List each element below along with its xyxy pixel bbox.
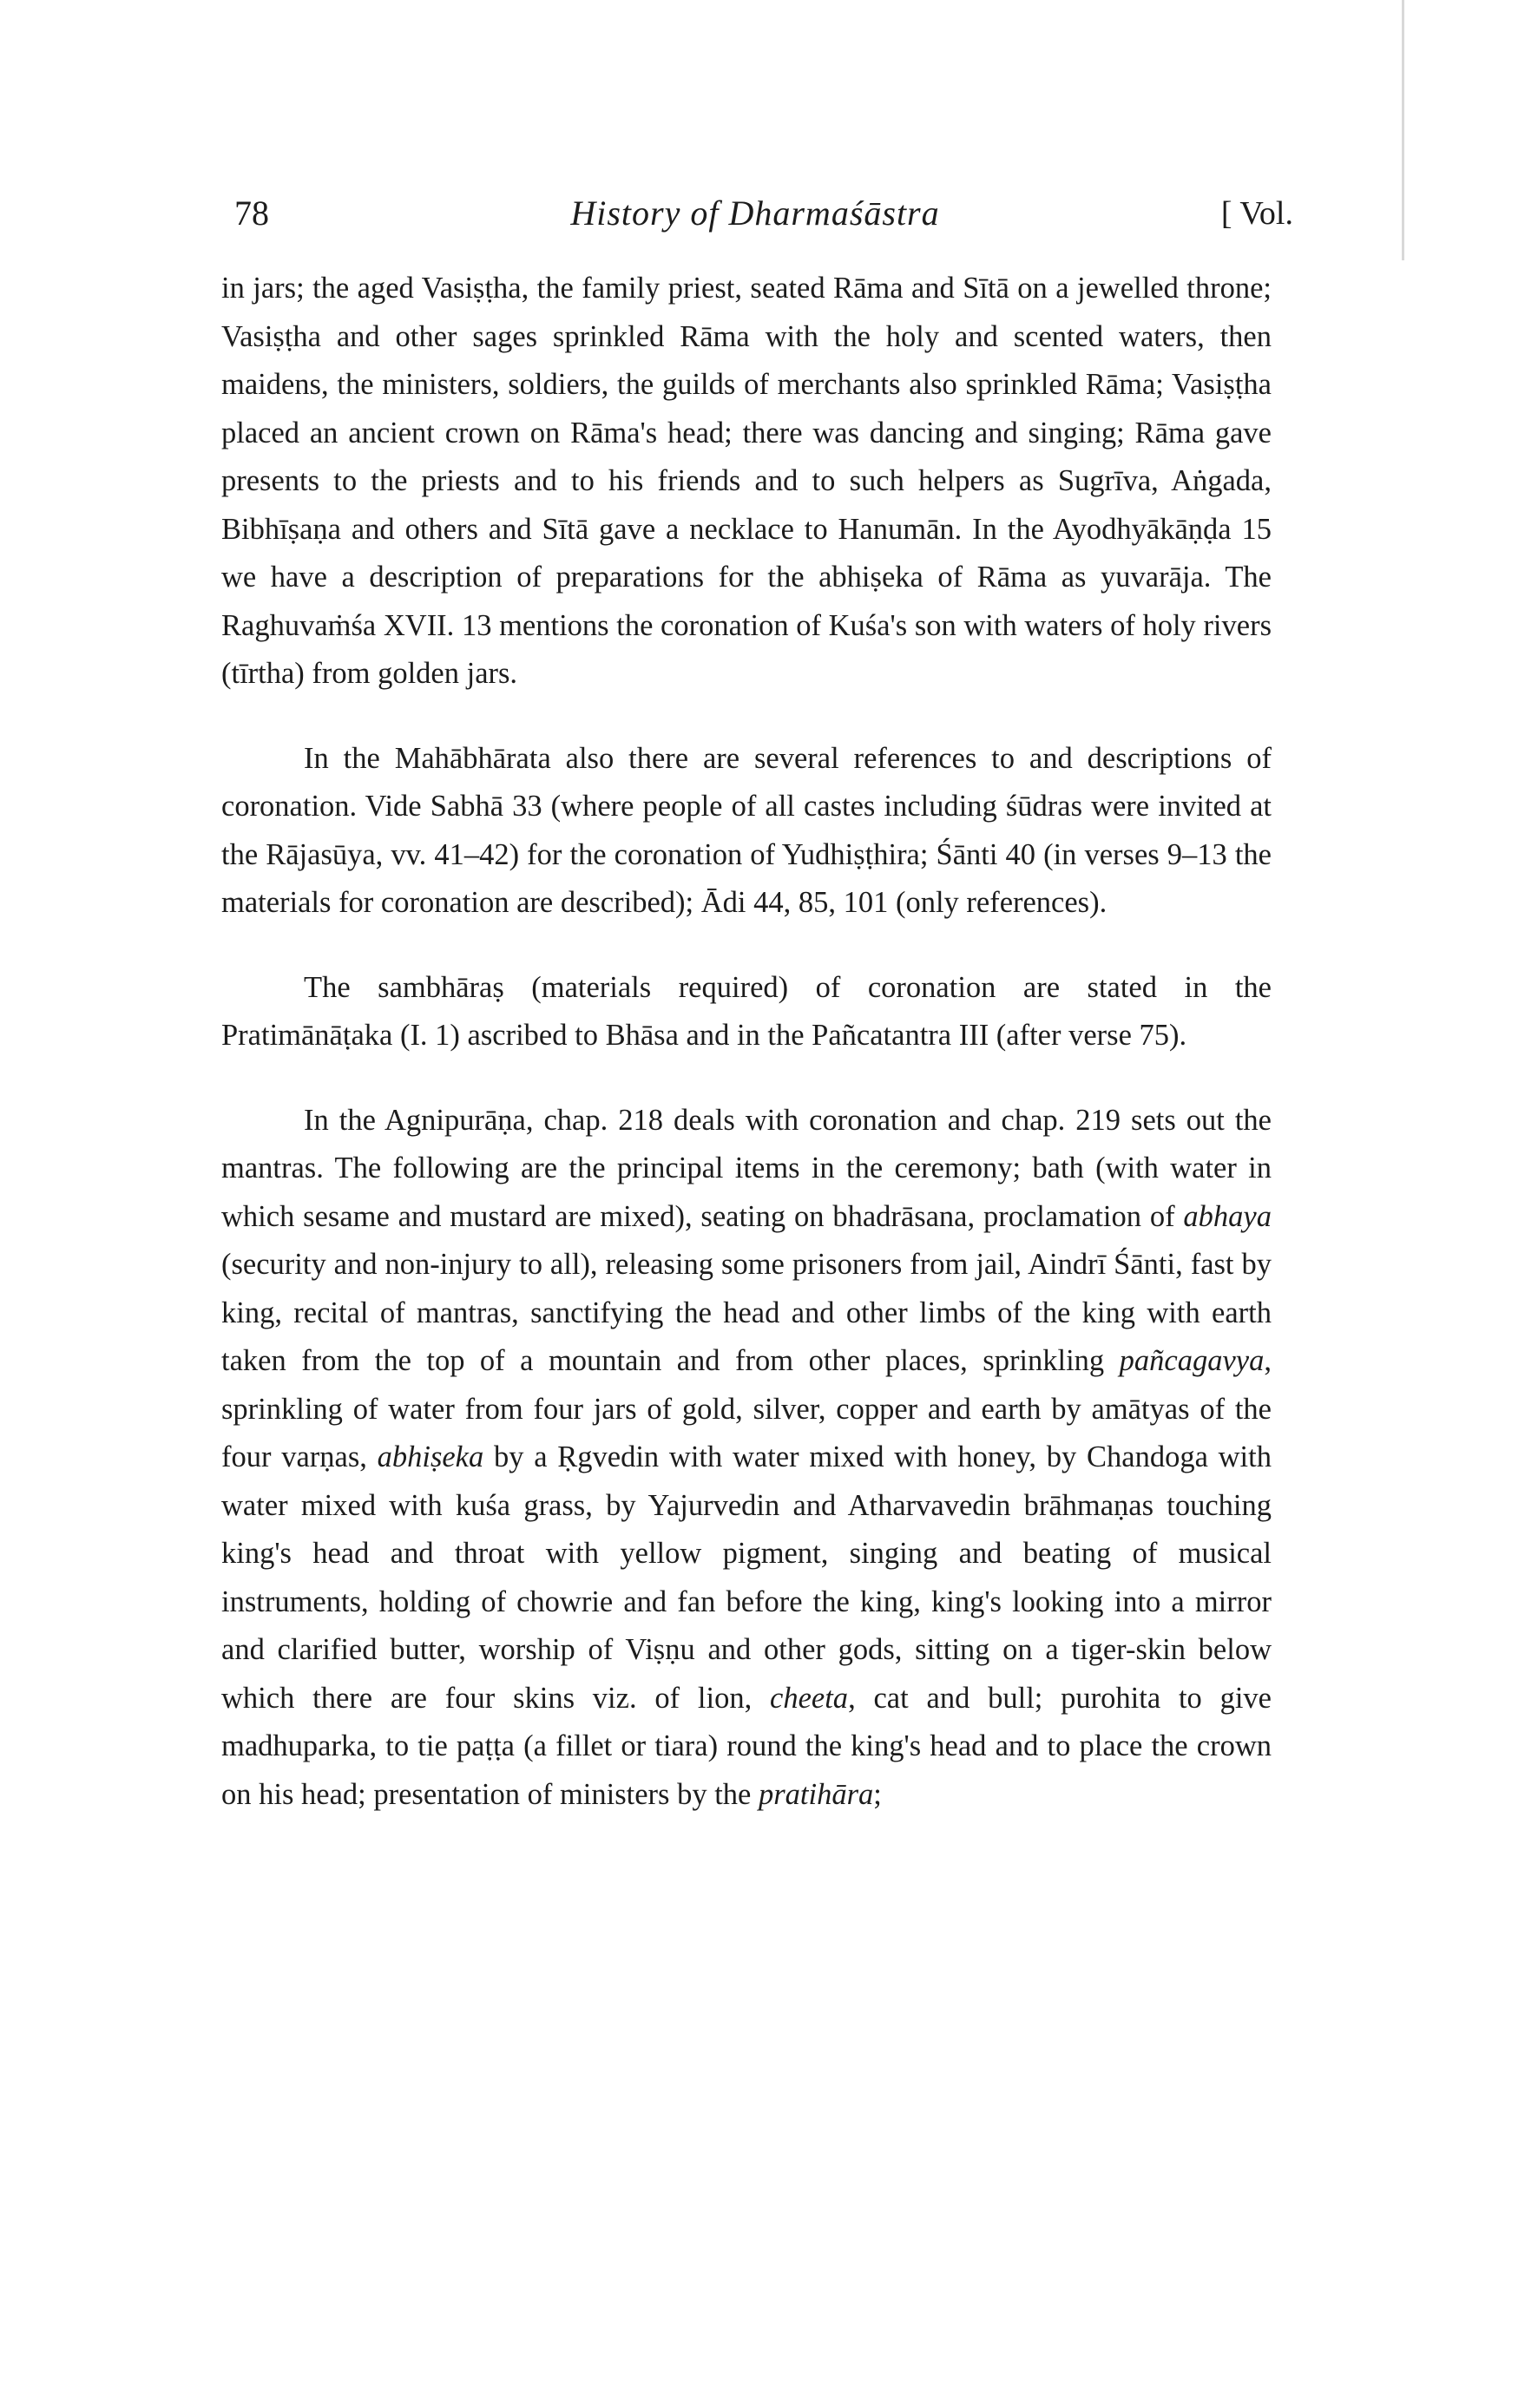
paragraph-mahabharata: In the Mahābhārata also there are several references to and descriptions of coronation. Vide Sabhā 33 (where people of all castes including śūdras were invited at the Rājasūya, vv. 41–42) for the coronation of Yudhiṣṭhira; Śānti 40 (in verses 9–13 the materials for coronation are described); Ādi 44, 85, 101 (only references).: [221, 741, 1272, 919]
italic-term: cheeta: [770, 1681, 849, 1715]
body-text: [221, 265, 1272, 1819]
text-run: In the Agnipurāṇa, chap. 218 deals with coronation and chap. 219 sets out the mantras. The following are the principal items in the ceremony; bath (with water in which sesame and mustard are mixed), seating on bhadrāsana, proclamation of: [221, 1103, 1272, 1233]
text-run: , cat and bull; purohita to give madhuparka, to tie paṭṭa (a fillet or tiara) round the king's head and to place the crown on his head; presentation of ministers by the: [221, 1681, 1272, 1811]
text-run: ;: [873, 1777, 882, 1811]
paragraph-sambharas: The sambhāraṣ (materials required) of coronation are stated in the Pratimānāṭaka (I. 1) ascribed to Bhāsa and in the Pañcatantra III (after verse 75).: [221, 970, 1272, 1052]
volume-label: [ Vol.: [1220, 195, 1293, 232]
running-title: History of Dharmaśāstra: [570, 194, 940, 233]
page-edge-line: [1402, 0, 1404, 260]
italic-term: pañcagavya: [1119, 1344, 1265, 1377]
italic-term: abhaya: [1183, 1199, 1272, 1233]
italic-term: pratihāra: [758, 1777, 874, 1811]
paragraph-agnipurana: [221, 1097, 1272, 1820]
text-run: , sprinkling of water from four jars of gold, silver, copper and earth by amātyas of the four varṇas,: [221, 1344, 1272, 1473]
paragraph-continuation: in jars; the aged Vasiṣṭha, the family priest, seated Rāma and Sītā on a jewelled throne; Vasiṣṭha and other sages sprinkled Rāma with the holy and scented waters, then maidens, the ministers, soldiers, the guilds of merchants also sprinkled Rāma; Vasiṣṭha placed an ancient crown on Rāma's head; there was dancing and singing; Rāma gave presents to the priests and to his friends and to such helpers as Sugrīva, Aṅgada, Bibhīṣaṇa and others and Sītā gave a necklace to Hanumān. In the Ayodhyākāṇḍa 15 we have a description of preparations for the abhiṣeka of Rāma as yuvarāja. The Raghuvaṁśa XVII. 13 mentions the coronation of Kuśa's son with waters of holy rivers (tīrtha) from golden jars.: [221, 272, 1272, 690]
page-number: 78: [234, 194, 269, 233]
text-run: by a Ṛgvedin with water mixed with honey, by Chandoga with water mixed with kuśa grass, by Yajurvedin and Atharvavedin brāhmaṇas touching king's head and throat with yellow pigment, singing and beating of musical instruments, holding of chowrie and fan before the king, king's looking into a mirror and clarified butter, worship of Viṣṇu and other gods, sitting on a tiger-skin below which there are four skins viz. of lion,: [221, 1440, 1272, 1715]
text-run: (security and non-injury to all), releasing some prisoners from jail, Aindrī Śānti, fast by king, recital of mantras, sanctifying the head and other limbs of the king with earth taken from the top of a mountain and from other places, sprinkling: [221, 1248, 1272, 1377]
italic-term: abhiṣeka: [377, 1440, 484, 1473]
page-header: [217, 193, 1293, 245]
